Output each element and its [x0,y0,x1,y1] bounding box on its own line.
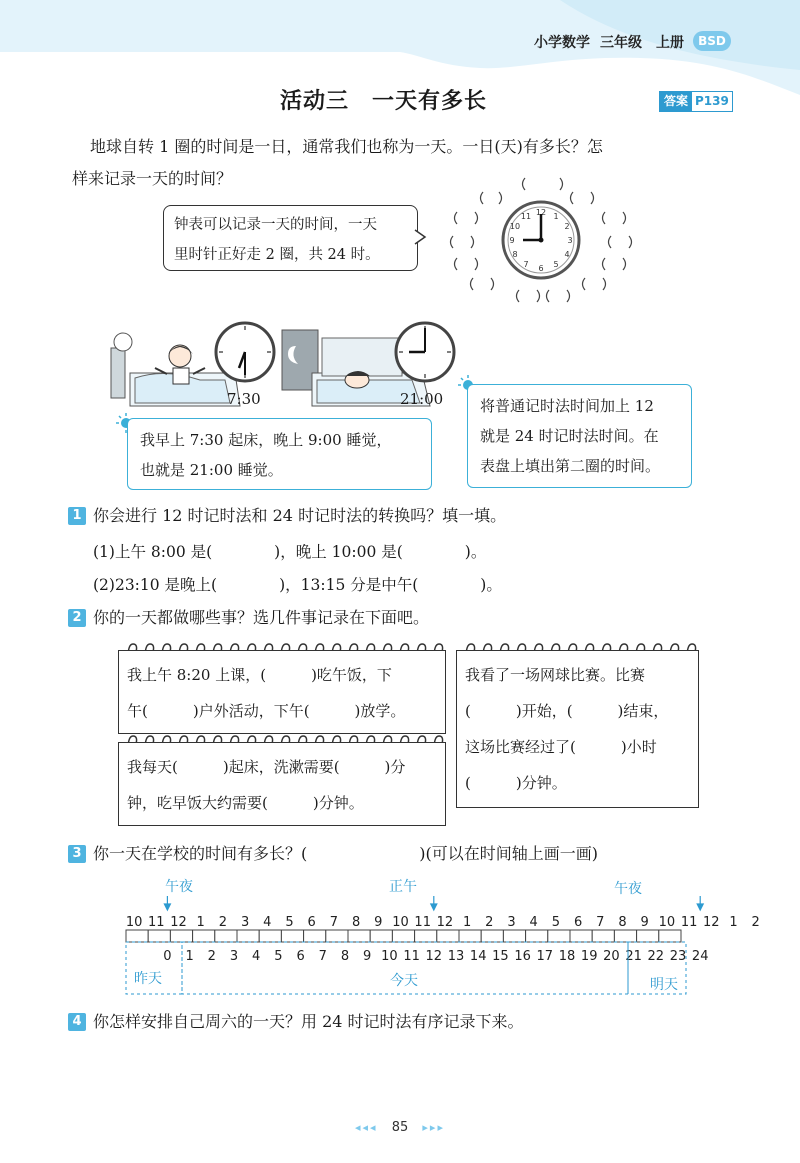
timeline-marker-arrowhead [431,904,437,910]
timeline-cell [503,930,525,942]
timeline-cell [193,930,215,942]
timeline-top-tick-label: 10 [392,915,409,930]
question-1-part-2[interactable]: (2)23:10 是晚上( )，13:15 分是中午( )。 [93,576,502,594]
question-1-number: 1 [68,507,86,525]
timeline-bottom-tick-label: 13 [447,949,465,964]
timeline-bottom-tick-label: 15 [492,949,509,964]
conversion-tip-line-3: 表盘上填出第二圈的时间。 [480,457,661,475]
question-4-number: 4 [68,1013,86,1031]
timeline-cell [370,930,392,942]
timeline-marker-arrowhead [164,904,170,910]
svg-text:12: 12 [535,208,547,217]
midnight-label-right: 午夜 [614,881,642,897]
question-4-text: 你怎样安排自己周六的一天？用 24 时记时法有序记录下来。 [93,1012,524,1031]
timeline-top-tick-label: 1 [196,915,205,930]
timeline-bottom-tick-label: 18 [558,949,576,964]
timeline-bottom-tick-label: 5 [274,949,283,964]
card-2-line-1: 我每天( )起床，洗漱需要( )分 [127,758,406,776]
svg-text:1: 1 [553,212,559,221]
timeline-top-tick-label: 5 [551,915,561,930]
timeline-bottom-tick-label: 24 [691,949,709,964]
today-label: 今天 [390,973,418,989]
timeline-cell [259,930,281,942]
timeline-marker-arrowhead [697,904,703,910]
header-volume: 上册 [656,35,684,51]
timeline-top-tick-label: 1 [462,915,472,930]
header-grade: 三年级 [600,35,642,51]
timeline-top-tick-label: 8 [351,915,361,930]
timeline-top-tick-label: 11 [680,915,698,930]
question-2-text: 你的一天都做哪些事？选几件事记录在下面吧。 [93,608,430,627]
timeline-top-tick-label: 10 [125,915,143,930]
intro-line-2: 样来记录一天的时间？ [72,169,233,188]
svg-text:9: 9 [509,236,515,245]
night-time-label: 21:00 [400,390,444,408]
wake-sleep-note-line-1: 我早上 7:30 起床，晚上 9:00 睡觉， [140,431,392,449]
timeline-top-tick-label: 9 [374,915,383,930]
timeline-cell [170,930,192,942]
timeline-bottom-tick-label: 21 [625,949,642,964]
timeline-cell [326,930,348,942]
timeline-bottom-tick-label: 22 [647,949,665,964]
timeline-top-tick-label: 9 [640,915,649,930]
timeline-cell [570,930,592,942]
timeline-cell [415,930,437,942]
timeline-cell [548,930,570,942]
timeline-bottom-tick-label: 20 [603,949,620,964]
question-3-number: 3 [68,845,86,863]
card-3-line-4: ( )分钟。 [465,774,567,792]
footer-left-arrows: ◂◂◂ [355,1121,378,1134]
timeline-cell [281,930,303,942]
timeline-cell [126,930,148,942]
morning-time-label: 7:30 [227,390,261,408]
timeline-cell [659,930,681,942]
svg-text:11: 11 [520,212,532,221]
tennis-match-card[interactable] [456,650,699,808]
timeline-top-tick-label: 4 [529,915,538,930]
timeline-top-tick-label: 6 [307,915,316,930]
card-3-line-1: 我看了一场网球比赛。比赛 [465,666,646,684]
timeline-cell [148,930,170,942]
page-footer [0,1120,800,1135]
timeline-top-tick-label: 6 [573,915,583,930]
svg-text:4: 4 [564,250,570,259]
timeline-cell [481,930,503,942]
answer-page: P139 [695,94,729,108]
timeline-bottom-tick-label: 9 [363,949,372,964]
timeline-top-tick-label: 7 [329,915,339,930]
timeline-bottom-tick-label: 1 [185,949,194,964]
timeline-bottom-tick-label: 19 [580,949,598,964]
timeline-bottom-tick-label: 0 [163,949,172,964]
speech-bubble [163,205,418,271]
timeline-top-tick-label: 3 [240,915,250,930]
wake-sleep-note [127,418,432,490]
noon-label: 正午 [389,879,417,895]
svg-text:7: 7 [523,260,529,269]
svg-text:5: 5 [553,260,559,269]
timeline-cell [637,930,659,942]
card-1-line-2: 午( )户外活动，下午( )放学。 [127,702,406,720]
answer-label: 答案 [660,92,692,111]
timeline-bottom-tick-label: 16 [514,949,531,964]
answer-reference[interactable] [659,91,733,112]
bubble-line-1: 钟表可以记录一天的时间，一天 [174,217,377,233]
timeline-top-tick-label: 1 [729,915,738,930]
svg-text:10: 10 [509,222,521,231]
midnight-label-left: 午夜 [165,879,193,895]
daily-record-card-1[interactable] [118,650,446,734]
clock-2100-icon [393,320,457,384]
edition-badge: BSD [693,31,731,51]
timeline-bottom-tick-label: 2 [207,949,216,964]
timeline-cell [437,930,459,942]
svg-text:2: 2 [564,222,570,231]
timeline-bottom-tick-label: 23 [669,949,687,964]
clock-730-icon [213,320,277,384]
timeline-top-tick-label: 4 [263,915,272,930]
timeline-cell [392,930,414,942]
timeline-top-tick-label: 12 [436,915,454,930]
page-number: 85 [391,1120,409,1135]
timeline-cell [459,930,481,942]
wake-sleep-note-line-2: 也就是 21:00 睡觉。 [140,461,283,479]
question-3-text: 你一天在学校的时间有多长？( )(可以在时间轴上画一画) [93,844,598,863]
svg-text:8: 8 [512,250,518,259]
timeline-top-tick-label: 2 [218,915,228,930]
svg-text:3: 3 [567,236,573,245]
header-subject: 小学数学 [534,35,590,51]
timeline-bottom-tick-label: 11 [403,949,420,964]
timeline-top-tick-label: 12 [703,915,720,930]
conversion-tip-line-1: 将普通记时法时间加上 12 [480,397,654,415]
question-1-part-1[interactable]: (1)上午 8:00 是( )，晚上 10:00 是( )。 [93,543,487,561]
timeline-top-tick-label: 11 [414,915,431,930]
clock-with-blanks [445,170,645,310]
timeline-cell [237,930,259,942]
intro-line-1: 地球自转 1 圈的时间是一日，通常我们也称为一天。一日(天)有多长？怎 [90,137,603,156]
timeline-bottom-tick-label: 6 [296,949,305,964]
timeline-top-tick-label: 11 [148,915,165,930]
question-2-number: 2 [68,609,86,627]
timeline-top-tick-label: 2 [485,915,494,930]
timeline-top-tick-label: 10 [658,915,676,930]
yesterday-label: 昨天 [134,971,162,987]
timeline-top-tick-label: 5 [285,915,294,930]
tomorrow-label: 明天 [650,977,678,993]
bubble-tail [415,228,427,246]
timeline-top-tick-label: 7 [596,915,605,930]
timeline-top-tick-label: 2 [751,915,760,930]
conversion-tip-line-2: 就是 24 时记时法时间。在 [480,427,659,445]
card-3-line-2: ( )开始，( )结束， [465,702,669,720]
timeline-top-tick-label: 12 [170,915,187,930]
timeline-bottom-tick-label: 4 [252,949,261,964]
timeline-cell [526,930,548,942]
timeline-cell [215,930,237,942]
timeline-top-tick-label: 8 [618,915,627,930]
question-1-text: 你会进行 12 时记时法和 24 时记时法的转换吗？填一填。 [93,506,507,525]
daily-record-card-2[interactable] [118,742,446,826]
timeline-cell [592,930,614,942]
timeline-cell [614,930,636,942]
timeline-bottom-tick-label: 14 [469,949,487,964]
conversion-tip-note [467,384,692,488]
timeline-bottom-tick-label: 8 [340,949,350,964]
timeline-bottom-tick-label: 7 [318,949,327,964]
bubble-line-2: 里时针正好走 2 圈，共 24 时。 [174,247,380,263]
page-title: 活动三 一天有多长 [280,89,488,114]
card-2-line-2: 钟，吃早饭大约需要( )分钟。 [127,794,364,812]
timeline-bottom-tick-label: 10 [381,949,398,964]
card-3-line-3: 这场比赛经过了( )小时 [465,738,657,756]
timeline-top-tick-label: 3 [507,915,516,930]
card-1-line-1: 我上午 8:20 上课，( )吃午饭，下 [127,666,392,684]
timeline-cell [348,930,370,942]
timeline-bottom-tick-label: 3 [229,949,239,964]
timeline-cell [304,930,326,942]
svg-text:6: 6 [538,264,544,273]
timeline-bottom-tick-label: 17 [536,949,554,964]
footer-right-arrows: ▸▸▸ [422,1121,445,1134]
timeline-bottom-tick-label: 12 [425,949,443,964]
